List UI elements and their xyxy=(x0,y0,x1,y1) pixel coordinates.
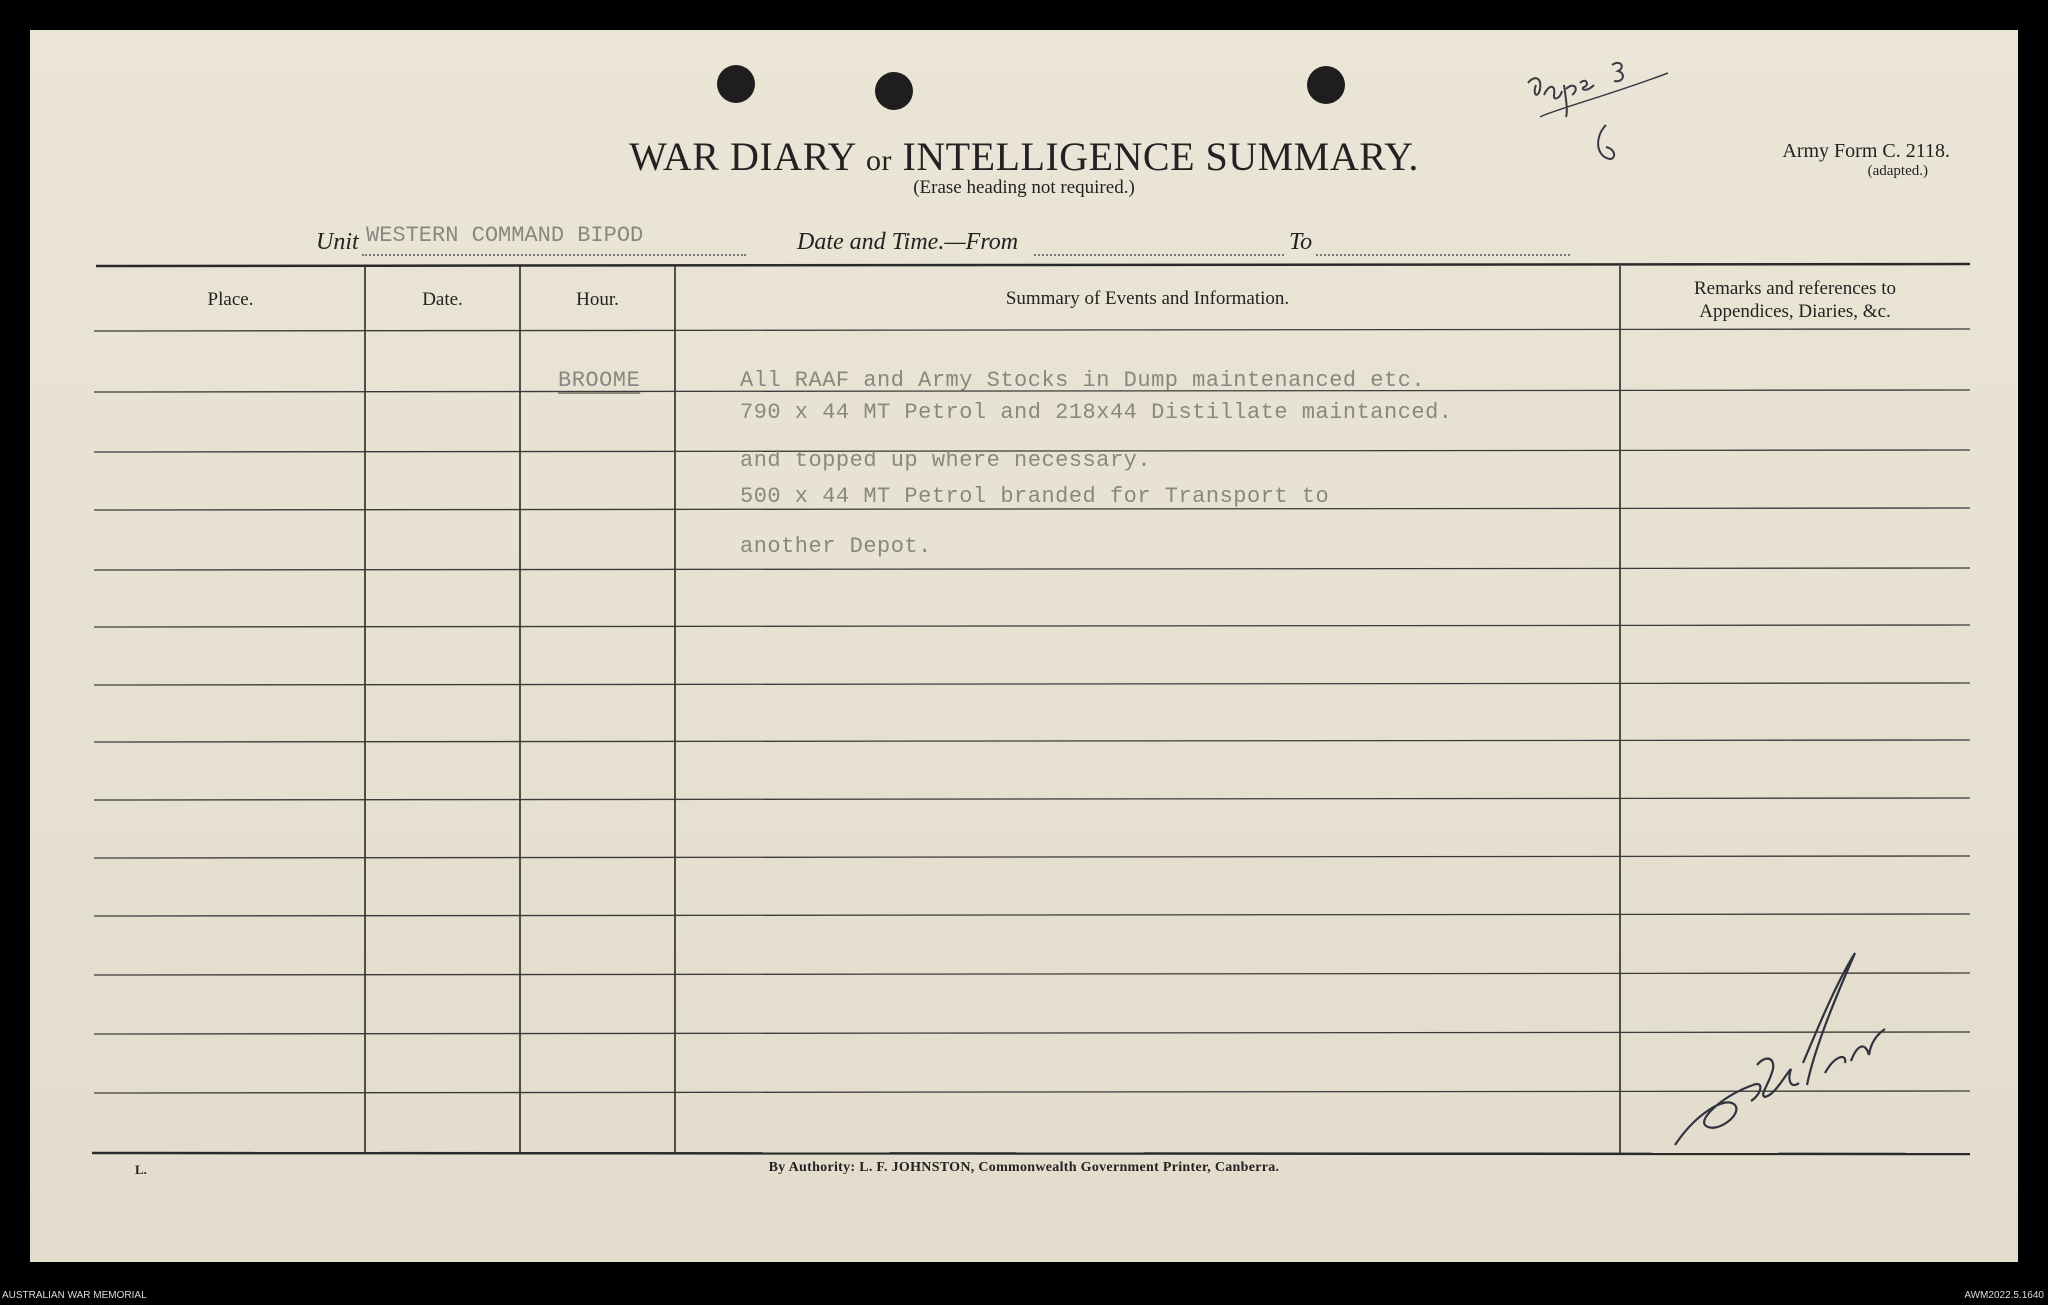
table-row-rule xyxy=(94,798,1970,800)
archive-credit: AUSTRALIAN WAR MEMORIAL xyxy=(2,1290,147,1301)
form-subtitle: (Erase heading not required.) xyxy=(913,177,1135,198)
col-header-date: Date. xyxy=(422,289,463,310)
col-header-hour: Hour. xyxy=(576,289,619,310)
archive-reference: AWM2022.5.1640 xyxy=(1964,1290,2044,1301)
summary-line: and topped up where necessary. xyxy=(740,448,1152,473)
col-header-summary: Summary of Events and Information. xyxy=(1005,288,1290,309)
table-row-rule xyxy=(94,329,1970,331)
table-row-rule xyxy=(94,683,1970,685)
summary-line: another Depot. xyxy=(740,534,932,559)
date-time-label: Date and Time.—From xyxy=(797,229,1019,255)
form-adapted: (adapted.) xyxy=(1867,163,1928,179)
form-number: Army Form C. 2118. xyxy=(1782,140,1950,162)
remarks-header-line-1: Remarks and references to xyxy=(1693,278,1897,299)
remarks-header-line-2: Appendices, Diaries, &c. xyxy=(1699,301,1891,322)
summary-line: 790 x 44 MT Petrol and 218x44 Distillate maintanced. xyxy=(740,400,1453,425)
title-or: or xyxy=(865,144,892,177)
unit-value: WESTERN COMMAND BIPOD xyxy=(366,223,644,248)
table-row-rule xyxy=(94,740,1970,742)
summary-line: All RAAF and Army Stocks in Dump maintenanced etc. xyxy=(740,368,1426,393)
hour-entry: BROOME xyxy=(558,368,641,393)
summary-line: 500 x 44 MT Petrol branded for Transport to xyxy=(740,484,1330,509)
unit-label: Unit xyxy=(316,229,359,255)
footer-authority: By Authority: L. F. JOHNSTON, Commonwealth Government Printer, Canberra. xyxy=(768,1160,1280,1175)
col-header-remarks xyxy=(1620,277,1970,323)
title-intelligence-summary: INTELLIGENCE SUMMARY. xyxy=(902,134,1419,179)
col-header-place: Place. xyxy=(207,289,254,310)
table-row-rule xyxy=(94,914,1970,916)
to-label: To xyxy=(1289,229,1313,255)
title-war-diary: WAR DIARY xyxy=(629,134,856,179)
table-row-rule xyxy=(94,625,1970,627)
table-row-rule xyxy=(94,856,1970,858)
table-row-rule xyxy=(94,568,1970,570)
footer-mark: L. xyxy=(135,1162,147,1177)
handwritten-signature xyxy=(1665,945,1895,1155)
